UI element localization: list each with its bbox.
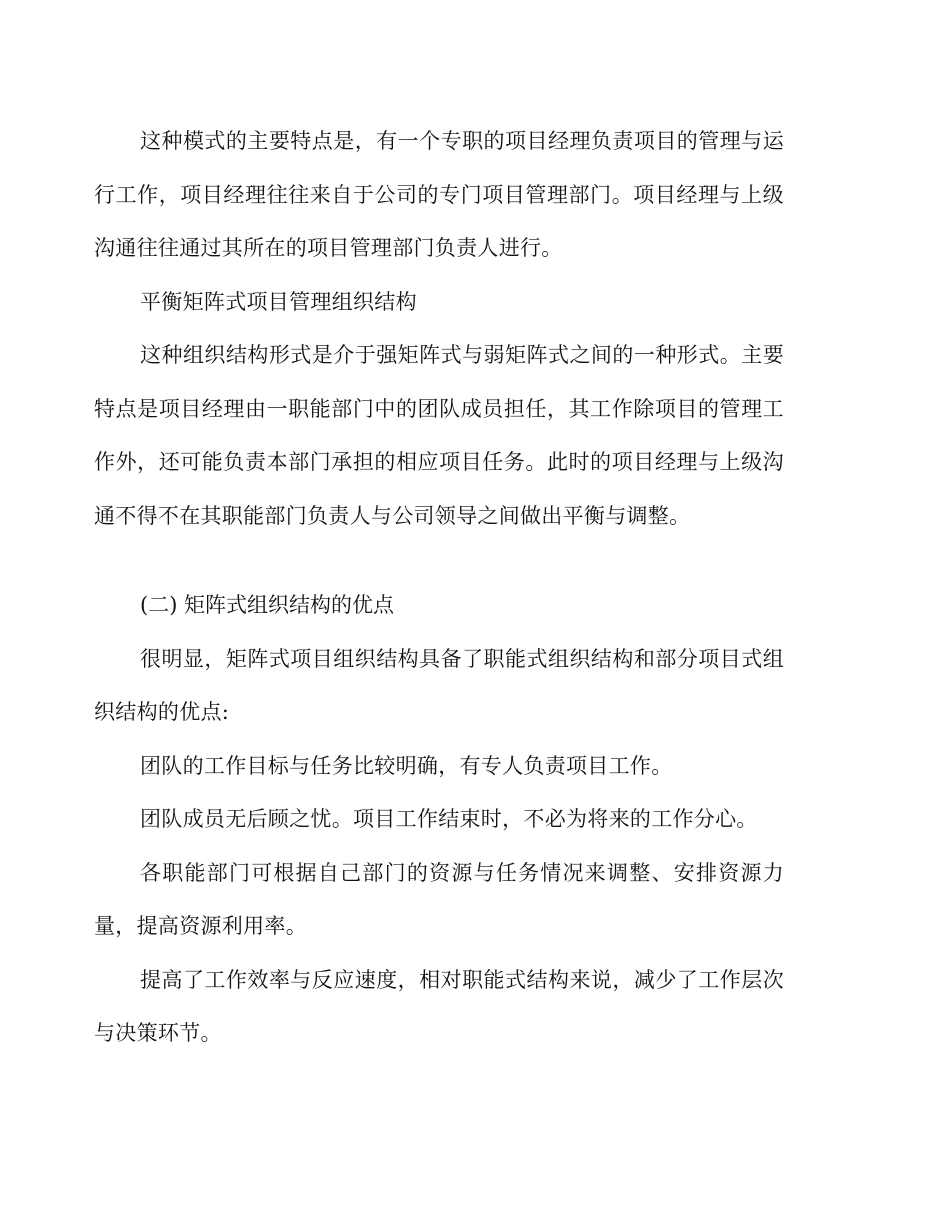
section-spacer: [94, 543, 784, 579]
paragraph-mode-features: 这种模式的主要特点是，有一个专职的项目经理负责项目的管理与运行工作，项目经理往往来自于公司的专门项目管理部门。项目经理与上级沟通往往通过其所在的项目管理部门负责人进行。: [94, 129, 784, 260]
paragraph-advantage-efficiency: 提高了工作效率与反应速度，相对职能式结构来说，减少了工作层次与决策环节。: [94, 967, 784, 1045]
paragraph-advantages-intro: 很明显，矩阵式项目组织结构具备了职能式组织结构和部分项目式组织结构的优点:: [94, 646, 784, 724]
section-heading-matrix-advantages: (二) 矩阵式组织结构的优点: [140, 593, 395, 617]
paragraph-advantage-resource-utilization: 各职能部门可根据自己部门的资源与任务情况来调整、安排资源力量，提高资源利用率。: [94, 860, 784, 938]
paragraph-balanced-matrix-description: 这种组织结构形式是介于强矩阵式与弱矩阵式之间的一种形式。主要特点是项目经理由一职能部门中的团队成员担任，其工作除项目的管理工作外，还可能负责本部门承担的相应项目任务。此时的项目经理与上级沟通不得不在其职能部门负责人与公司领导之间做出平衡与调整。: [94, 343, 784, 528]
paragraph-advantage-clear-goals: 团队的工作目标与任务比较明确，有专人负责项目工作。: [140, 753, 673, 778]
paragraph-advantage-no-worries: 团队成员无后顾之忧。项目工作结束时，不必为将来的工作分心。: [140, 807, 758, 831]
paragraph-balanced-matrix-title: 平衡矩阵式项目管理组织结构: [140, 289, 417, 314]
document-page: [94, 115, 784, 1061]
